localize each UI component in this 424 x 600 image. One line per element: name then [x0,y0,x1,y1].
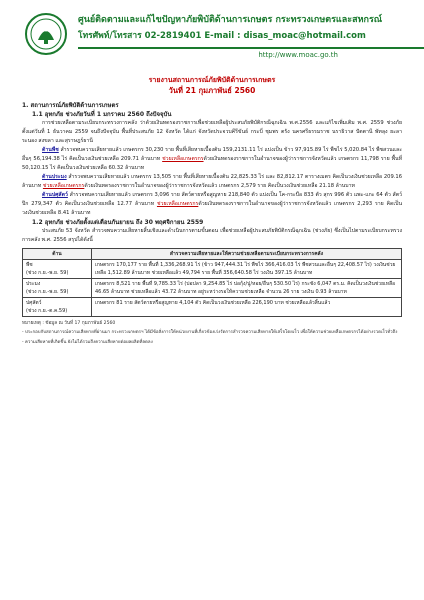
contact-info: โทรศัพท์/โทรสาร 02-2819401 E-mail : disas_moac@hotmail.com [78,31,366,41]
crop-highlight: ช่วยเหลือเกษตรกร [162,156,204,162]
livestock-paragraph [22,191,402,218]
note-item: - ประกอบกับสถานการณ์ความเสียหายที่ผ่านมา กระทรวงเกษตรฯ ได้มีข้อสั่งการให้หน่วยงานที่เกี่ยวข้องเร่งรัดการสำรวจความเสียหายให้เสร็จโดยเร็ว เพื่อให้ความช่วยเหลือเกษตรกรได้อย่างรวดเร็วทั่วถึง [22,330,398,335]
intro-paragraph: การช่วยเหลือตามระเบียบกระทรวงการคลัง ว่าด้วยเงินทดรองราชการเพื่อช่วยเหลือผู้ประสบภัยพิบัติกรณีฉุกเฉิน พ.ศ.2556 และแก้ไขเพิ่มเติม พ.ศ. 2559 ช่วงภัยตั้งแต่วันที่ 1 ธันวาคม 2559 จนถึงปัจจุบัน พื้นที่ประสบภัย 12 จังหวัด ได้แก่ จังหวัดประจวบคีรีขันธ์ กระบี่ ชุมพร ตรัง นครศรีธรรมราช นราธิวาส ปัตตานี พัทลุง ยะลา ระนอง สงขลา และสุราษฎร์ธานี [22,120,402,144]
fishery-highlight: ช่วยเหลือเกษตรกร [42,183,85,189]
data-source-note: หมายเหตุ : ข้อมูล ณ วันที่ 17 กุมภาพันธ์ 2560 [22,321,116,326]
row-side: พืช [26,262,33,268]
crop-label: ด้านพืช [42,147,59,153]
subsection-heading-2: 1.2 อุทกภัย ช่วงภัยตั้งแต่เดือนกันยายน ถึง 30 พฤศจิกายน 2559 [32,219,204,226]
fishery-text: สำรวจพบความเสียหายแล้ว เกษตรกร 13,505 ราย พื้นที่เสียหายเบื้องต้น 22,825.33 ไร่ และ 82,812.17 ตารางเมตร คิดเป็นวงเงินช่วยเหลือ 209.16 ล้านบาท [22,174,402,189]
livestock-label: ด้านปศุสัตว์ [42,192,68,198]
row-period: (ช่วง ก.ย.-ต.ค.59) [26,308,68,314]
row-period: (ช่วง ก.ย.-พ.ย. 59) [26,289,69,295]
livestock-text-2: ด้วยเงินทดรองราชการในอำนาจของผู้ว่าราชการจังหวัดแล้ว เกษตรกร 2,293 ราย คิดเป็นวงเงินช่วยเหลือ 8.41 ล้านบาท [22,201,402,216]
letterhead [22,0,402,70]
row-period: (ช่วง ก.ย.-พ.ย. 59) [26,270,69,276]
table-header-row [23,249,402,260]
table-cell-side [23,298,92,317]
livestock-highlight: ช่วยเหลือเกษตรกร [156,201,199,207]
subsection-heading-1: 1.1 อุทกภัย ช่วงภัยวันที่ 1 มกราคม 2560 ถึงปัจจุบัน [32,111,172,118]
fishery-paragraph [22,173,402,191]
crop-text: สำรวจพบความเสียหายแล้ว เกษตรกร 30,230 ราย พื้นที่เสียหายเบื้องต้น 159,2131.11 ไร่ แบ่งเป็น ข้าว 97,915.89 ไร่ พืชไร่ 5,020.84 ไร่ พืชสวนและอื่นๆ 56,194.38 ไร่ คิดเป็นวงเงินช่วยเหลือ 209.71 ล้านบาท [22,147,402,162]
table-row [23,260,402,279]
table-header-cell: ด้าน [23,249,92,260]
table-cell-side [23,260,92,279]
crop-text-2: ด้วยเงินทดรองราชการในอำนาจของผู้ว่าราชการจังหวัดแล้ว เกษตรกร 11,798 ราย พื้นที่ 50,120.15 ไร่ คิดเป็นวงเงินช่วยเหลือ 60.32 ล้านบาท [22,156,402,171]
ministry-seal-icon [24,12,68,56]
livestock-text: สำรวจพบความเสียหายแล้ว เกษตรกร 3,096 ราย สัตว์ตายหรือสูญหาย 218,840 ตัว แบ่งเป็น โค-กระบือ 833 ตัว สุกร 996 ตัว แพะ-แกะ 64 ตัว สัตว์ปีก 279,347 ตัว คิดเป็นวงเงินช่วยเหลือ 12.77 ล้านบาท [22,192,402,207]
website-link[interactable]: http://www.moac.go.th [258,51,338,59]
organization-title: ศูนย์ติดตามและแก้ไขปัญหาภัยพิบัติด้านการเกษตร กระทรวงเกษตรและสหกรณ์ [78,15,383,25]
fishery-label: ด้านประมง [42,174,67,180]
table-header-cell: สำรวจความเสียหายและให้ความช่วยเหลือตามระเบียบกระทรวงการคลัง [92,249,402,260]
report-title: รายงานสถานการณ์ภัยพิบัติด้านการเกษตร [148,76,276,84]
table-row [23,298,402,317]
header-divider [78,47,424,49]
row-side: ปศุสัตว์ [26,300,42,306]
row-side: ประมง [26,281,41,287]
table-cell-detail: เกษตรกร 81 ราย สัตว์ตายหรือสูญหาย 4,104 ตัว คิดเป็นวงเงินช่วยเหลือ 226,190 บาท ช่วยเหลือแล้วสิ้นแล้ว [92,298,402,317]
table-cell-side [23,279,92,298]
damage-table [22,248,402,317]
table-row [23,279,402,298]
note-item: - ความเสียหายที่เกิดขึ้น ยังไม่ได้รวมถึงความเสียหายต่อผลผลิตที่ลดลง [22,339,153,345]
fishery-text-2: ด้วยเงินทดรองราชการในอำนาจของผู้ว่าราชการจังหวัดแล้ว เกษตรกร 2,579 ราย คิดเป็นวงเงินช่วยเหลือ 21.18 ล้านบาท [84,183,355,189]
crop-paragraph [22,146,402,173]
table-cell-detail: เกษตรกร 8,521 ราย พื้นที่ 9,785.33 ไร่ (บ่อปลา 9,254.85 ไร่ บ่อกุ้ง/ปู/หอย/อื่นๆ 530.50 ไร่) กระชัง 6,047 ตร.ม. คิดเป็นวงเงินช่วยเหลือ 46.65 ล้านบาท ช่วยเหลือแล้ว 43.72 ล้านบาท อยู่ระหว่างรอให้ความช่วยเหลือ จำนวน 26 ราย วงเงิน 0.93 ล้านบาท [92,279,402,298]
report-date: วันที่ 21 กุมภาพันธ์ 2560 [168,86,256,95]
letterhead-text [78,14,424,59]
section-heading: 1. สถานการณ์ภัยพิบัติด้านการเกษตร [22,102,119,109]
summary-paragraph: ประสบภัย 53 จังหวัด สำรวจพบความเสียหายสิ้นเชิงและดำเนินการตามขั้นตอน เพื่อช่วยเหลือผู้ประสบภัยพิบัติกรณีฉุกเฉิน (ช่วงภัย) ซึ่งเป็นไปตามระเบียบกระทรวงการคลัง พ.ศ. 2556 สรุปได้ดังนี้ [22,228,402,243]
table-cell-detail: เกษตรกร 170,177 ราย พื้นที่ 1,336,268.91 ไร่ (ข้าว 947,444.31 ไร่ พืชไร่ 366,416.03 ไร่ พืชสวนและอื่นๆ 22,408.57 ไร่) วงเงินช่วยเหลือ 1,512.89 ล้านบาท ช่วยเหลือแล้ว 49,794 ราย พื้นที่ 356,640.58 ไร่ วงเงิน 397.15 ล้านบาท [92,260,402,279]
